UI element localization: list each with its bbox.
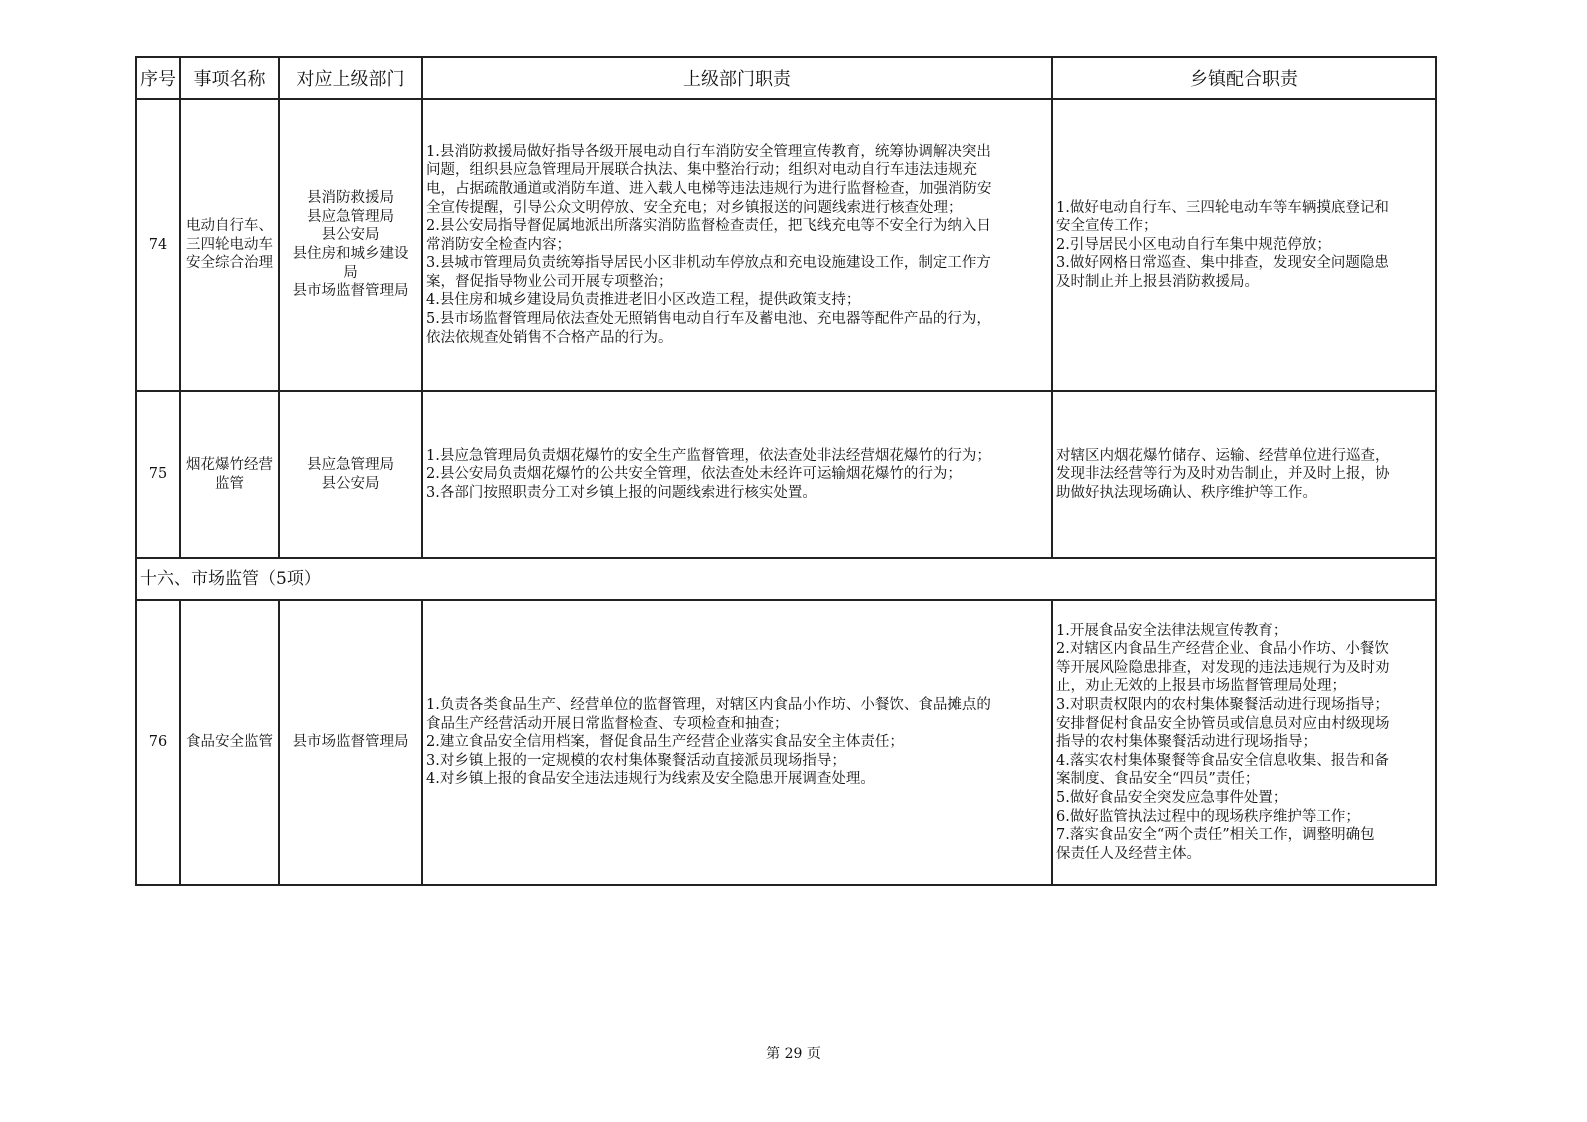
table-row (136, 99, 1436, 391)
duty-line: 1.做好电动自行车、三四轮电动车等车辆摸底登记和 (1056, 199, 1389, 216)
header-no: 序号 (136, 57, 180, 99)
duty-line: 依法依规查处销售不合格产品的行为。 (426, 329, 673, 346)
duty-line: 2.建立食品安全信用档案，督促食品生产经营企业落实食品安全主体责任； (426, 734, 904, 751)
item-name-line: 监管 (215, 475, 244, 492)
duty-line: 3.对职责权限内的农村集体聚餐活动进行现场指导； (1056, 697, 1389, 714)
duty-line: 5.县市场监督管理局依法查处无照销售电动自行车及蓄电池、充电器等配件产品的行为， (426, 311, 991, 328)
dept-line: 县应急管理局 (307, 208, 394, 225)
town-duties (1052, 600, 1436, 885)
upper-depts (279, 391, 422, 558)
duty-line: 对辖区内烟花爆竹储存、运输、经营单位进行巡查， (1056, 447, 1390, 464)
duty-line: 安排督促村食品安全协管员或信息员对应由村级现场 (1056, 715, 1390, 732)
section-title: 十六、市场监管（5项） (136, 558, 1436, 600)
item-name-line: 电动自行车、 (186, 218, 273, 235)
duty-line: 案制度、食品安全“四员”责任； (1056, 771, 1260, 788)
upper-depts (279, 600, 422, 885)
responsibility-table (135, 56, 1437, 886)
item-name-line: 食品安全监管 (186, 734, 273, 751)
duty-line: 1.县消防救援局做好指导各级开展电动自行车消防安全管理宣传教育，统筹协调解决突出 (426, 143, 991, 160)
duty-line: 1.县应急管理局负责烟花爆竹的安全生产监督管理，依法查处非法经营烟花爆竹的行为； (426, 447, 991, 464)
item-name-line: 三四轮电动车 (186, 236, 273, 253)
table-row (136, 391, 1436, 558)
duty-line: 电，占据疏散通道或消防车道、进入载人电梯等违法违规行为进行监督检查，加强消防安 (426, 180, 992, 197)
upper-duties (422, 99, 1052, 391)
header-upper-dept: 对应上级部门 (279, 57, 422, 99)
duty-line: 止，劝止无效的上报县市场监督管理局处理； (1056, 678, 1346, 695)
dept-line: 县住房和城乡建设 (292, 246, 409, 262)
page-number: 第 29 页 (766, 1046, 821, 1062)
dept-line: 县公安局 (321, 475, 380, 492)
duty-line: 指导的农村集体聚餐活动进行现场指导； (1056, 734, 1317, 751)
duty-line: 3.对乡镇上报的一定规模的农村集体聚餐活动直接派员现场指导； (426, 752, 846, 769)
town-duties (1052, 99, 1436, 391)
duty-line: 4.县住房和城乡建设局负责推进老旧小区改造工程，提供政策支持； (426, 292, 861, 309)
upper-depts (279, 99, 422, 391)
duty-line: 2.县公安局指导督促属地派出所落实消防监督检查责任，把飞线充电等不安全行为纳入日 (426, 218, 991, 235)
duty-line: 4.对乡镇上报的食品安全违法违规行为线索及安全隐患开展调查处理。 (426, 771, 875, 788)
section-row (136, 558, 1436, 600)
duty-line: 问题，组织县应急管理局开展联合执法、集中整治行动；组织对电动自行车违法违规充 (426, 162, 977, 179)
upper-duties (422, 600, 1052, 885)
row-no: 75 (136, 391, 180, 558)
row-no: 74 (136, 99, 180, 391)
duty-line: 安全宣传工作； (1056, 218, 1158, 235)
duty-line: 1.开展食品安全法律法规宣传教育； (1056, 622, 1288, 639)
dept-line: 县市场监督管理局 (292, 734, 409, 751)
duty-line: 全宣传提醒，引导公众文明停放、安全充电；对乡镇报送的问题线索进行核查处理； (426, 199, 963, 216)
duty-line: 发现非法经营等行为及时劝告制止，并及时上报，协 (1056, 466, 1390, 483)
upper-duties (422, 391, 1052, 558)
duty-line: 2.县公安局负责烟花爆竹的公共安全管理，依法查处未经许可运输烟花爆竹的行为； (426, 466, 962, 483)
row-no: 76 (136, 600, 180, 885)
duty-line: 及时制止并上报县消防救援局。 (1056, 273, 1259, 290)
duty-line: 4.落实农村集体聚餐等食品安全信息收集、报告和备 (1056, 752, 1389, 769)
dept-line: 局 (343, 264, 358, 281)
duty-line: 食品生产经营活动开展日常监督检查、专项检查和抽查； (426, 715, 789, 732)
header-town-duty: 乡镇配合职责 (1052, 57, 1436, 99)
duty-line: 6.做好监管执法过程中的现场秩序维护等工作； (1056, 808, 1360, 825)
item-name (180, 391, 279, 558)
item-name-line: 安全综合治理 (186, 255, 273, 272)
duty-line: 常消防安全检查内容； (426, 236, 571, 253)
duty-line: 3.做好网格日常巡查、集中排查，发现安全问题隐患 (1056, 255, 1389, 272)
table-header-row (136, 57, 1436, 99)
header-item-name: 事项名称 (180, 57, 279, 99)
town-duties (1052, 391, 1436, 558)
dept-line: 县消防救援局 (307, 190, 394, 207)
item-name-line: 烟花爆竹经营 (186, 456, 273, 473)
duty-line: 3.各部门按照职责分工对乡镇上报的问题线索进行核实处置。 (426, 484, 817, 501)
duty-line: 7.落实食品安全“两个责任”相关工作，调整明确包 (1056, 827, 1375, 844)
duty-line: 3.县城市管理局负责统筹指导居民小区非机动车停放点和充电设施建设工作，制定工作方 (426, 255, 991, 272)
dept-line: 县应急管理局 (307, 456, 394, 473)
duty-line: 1.负责各类食品生产、经营单位的监督管理，对辖区内食品小作坊、小餐饮、食品摊点的 (426, 697, 991, 714)
dept-line: 县市场监督管理局 (292, 283, 409, 300)
duty-line: 5.做好食品安全突发应急事件处置； (1056, 789, 1288, 806)
item-name (180, 600, 279, 885)
duty-line: 保责任人及经营主体。 (1056, 845, 1201, 862)
dept-line: 县公安局 (321, 227, 380, 244)
table-row (136, 600, 1436, 885)
item-name (180, 99, 279, 391)
duty-line: 2.对辖区内食品生产经营企业、食品小作坊、小餐饮 (1056, 641, 1389, 658)
header-upper-duty: 上级部门职责 (422, 57, 1052, 99)
duty-line: 案，督促指导物业公司开展专项整治； (426, 273, 673, 290)
duty-line: 2.引导居民小区电动自行车集中规范停放； (1056, 236, 1331, 253)
duty-line: 等开展风险隐患排查，对发现的违法违规行为及时劝 (1056, 659, 1390, 676)
duty-line: 助做好执法现场确认、秩序维护等工作。 (1056, 484, 1317, 501)
